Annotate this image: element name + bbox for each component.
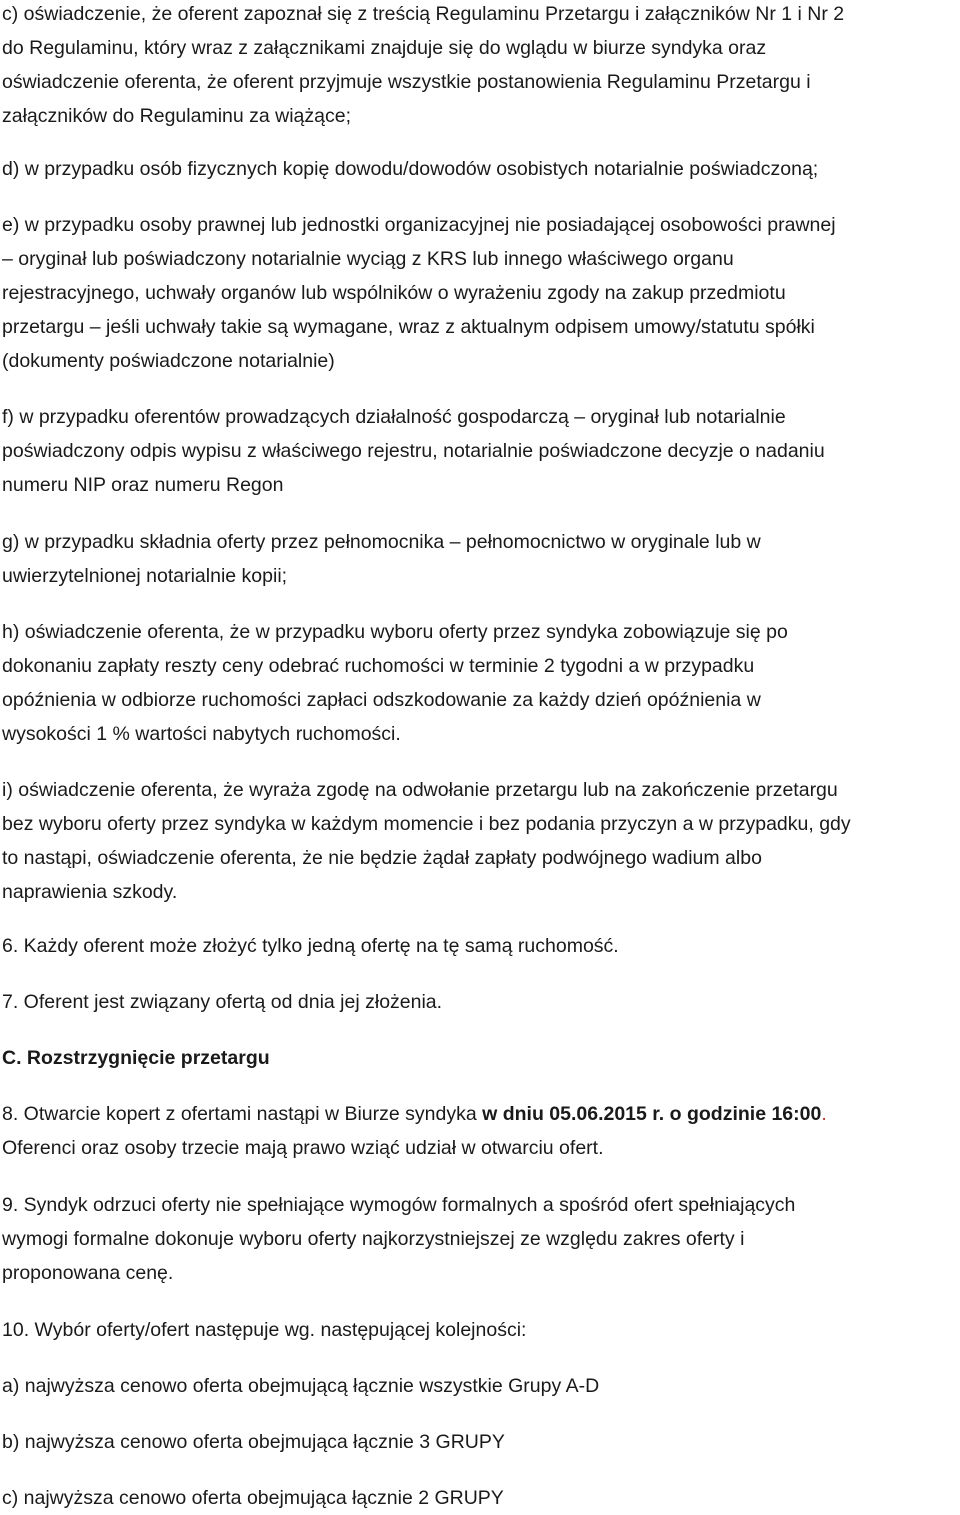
text-line: przetargu – jeśli uchwały takie są wymagane, wraz z aktualnym odpisem umowy/statutu spółki	[2, 316, 815, 338]
text-line: załączników do Regulaminu za wiążące;	[2, 105, 352, 127]
paragraph-10c	[2, 1481, 960, 1515]
paragraph-f	[2, 400, 960, 502]
text-line: dokonaniu zapłaty reszty ceny odebrać ruchomości w terminie 2 tygodni a w przypadku	[2, 655, 755, 677]
text-line: 7. Oferent jest związany ofertą od dnia jej złożenia.	[2, 991, 443, 1013]
paragraph-d	[2, 152, 960, 186]
text-line: Oferenci oraz osoby trzecie mają prawo wziąć udział w otwarciu ofert.	[2, 1137, 604, 1159]
paragraph-10	[2, 1313, 960, 1347]
text-line: 9. Syndyk odrzuci oferty nie spełniające wymogów formalnych a spośród ofert spełniających	[2, 1194, 796, 1216]
text-line: a) najwyższa cenowo oferta obejmującą łącznie wszystkie Grupy A-D	[2, 1375, 600, 1397]
text-segment: 8. Otwarcie kopert z ofertami nastąpi w Biurze syndyka	[2, 1103, 483, 1125]
text-line: do Regulaminu, który wraz z załącznikami znajduje się do wglądu w biurze syndyka oraz	[2, 37, 767, 59]
paragraph-9	[2, 1188, 960, 1290]
text-line: 6. Każdy oferent może złożyć tylko jedną ofertę na tę samą ruchomość.	[2, 935, 619, 957]
text-line	[2, 1097, 960, 1131]
text-line: f) w przypadku oferentów prowadzących działalność gospodarczą – oryginał lub notarialnie	[2, 406, 786, 428]
text-line: e) w przypadku osoby prawnej lub jednostki organizacyjnej nie posiadającej osobowości prawnej	[2, 214, 836, 236]
text-line: b) najwyższa cenowo oferta obejmująca łącznie 3 GRUPY	[2, 1431, 505, 1453]
paragraph-e	[2, 208, 960, 378]
paragraph-g	[2, 525, 960, 593]
text-line: numeru NIP oraz numeru Regon	[2, 474, 284, 496]
paragraph-6	[2, 929, 960, 963]
text-line: uwierzytelnionej notarialnie kopii;	[2, 565, 288, 587]
text-line: 10. Wybór oferty/ofert następuje wg. następującej kolejności:	[2, 1319, 527, 1341]
text-line: wysokości 1 % wartości nabytych ruchomości.	[2, 723, 401, 745]
text-line: naprawienia szkody.	[2, 881, 178, 903]
text-line: c) najwyższa cenowo oferta obejmująca łącznie 2 GRUPY	[2, 1487, 504, 1509]
paragraph-i	[2, 773, 960, 909]
paragraph-h	[2, 615, 960, 751]
text-line: h) oświadczenie oferenta, że w przypadku wyboru oferty przez syndyka zobowiązuje się po	[2, 621, 788, 643]
text-line: c) oświadczenie, że oferent zapoznał się z treścią Regulaminu Przetargu i załączników Nr 1 i Nr 2	[2, 3, 845, 25]
text-line: to nastąpi, oświadczenie oferenta, że nie będzie żądał zapłaty podwójnego wadium albo	[2, 847, 762, 869]
text-line: bez wyboru oferty przez syndyka w każdym momencie i bez podania przyczyn a w przypadku, gdy	[2, 813, 851, 835]
paragraph-10b	[2, 1425, 960, 1459]
bold-date-time: w dniu 05.06.2015 r. o godzinie 16:00	[482, 1103, 822, 1125]
text-line: opóźnienia w odbiorze ruchomości zapłaci odszkodowanie za każdy dzień opóźnienia w	[2, 689, 761, 711]
text-line: (dokumenty poświadczone notarialnie)	[2, 350, 335, 372]
text-line: proponowana cenę.	[2, 1262, 174, 1284]
text-line: i) oświadczenie oferenta, że wyraża zgodę na odwołanie przetargu lub na zakończenie przetargu	[2, 779, 838, 801]
text-line: rejestracyjnego, uchwały organów lub wspólników o wyrażeniu zgody na zakup przedmiotu	[2, 282, 786, 304]
paragraph-8	[2, 1097, 960, 1165]
red-period: .	[821, 1103, 827, 1125]
section-heading-text: C. Rozstrzygnięcie przetargu	[2, 1047, 270, 1069]
text-line: d) w przypadku osób fizycznych kopię dowodu/dowodów osobistych notarialnie poświadczoną;	[2, 158, 819, 180]
paragraph-10a	[2, 1369, 960, 1403]
paragraph-c	[2, 0, 960, 133]
text-line: wymogi formalne dokonuje wyboru oferty najkorzystniejszej ze względu zakres oferty i	[2, 1228, 745, 1250]
text-line: oświadczenie oferenta, że oferent przyjmuje wszystkie postanowienia Regulaminu Przetargu i	[2, 71, 811, 93]
section-heading-c	[2, 1041, 960, 1075]
text-line: – oryginał lub poświadczony notarialnie wyciąg z KRS lub innego właściwego organu	[2, 248, 734, 270]
text-line: poświadczony odpis wypisu z właściwego rejestru, notarialnie poświadczone decyzje o nadaniu	[2, 440, 825, 462]
paragraph-7	[2, 985, 960, 1019]
text-line: g) w przypadku składnia oferty przez pełnomocnika – pełnomocnictwo w oryginale lub w	[2, 531, 761, 553]
